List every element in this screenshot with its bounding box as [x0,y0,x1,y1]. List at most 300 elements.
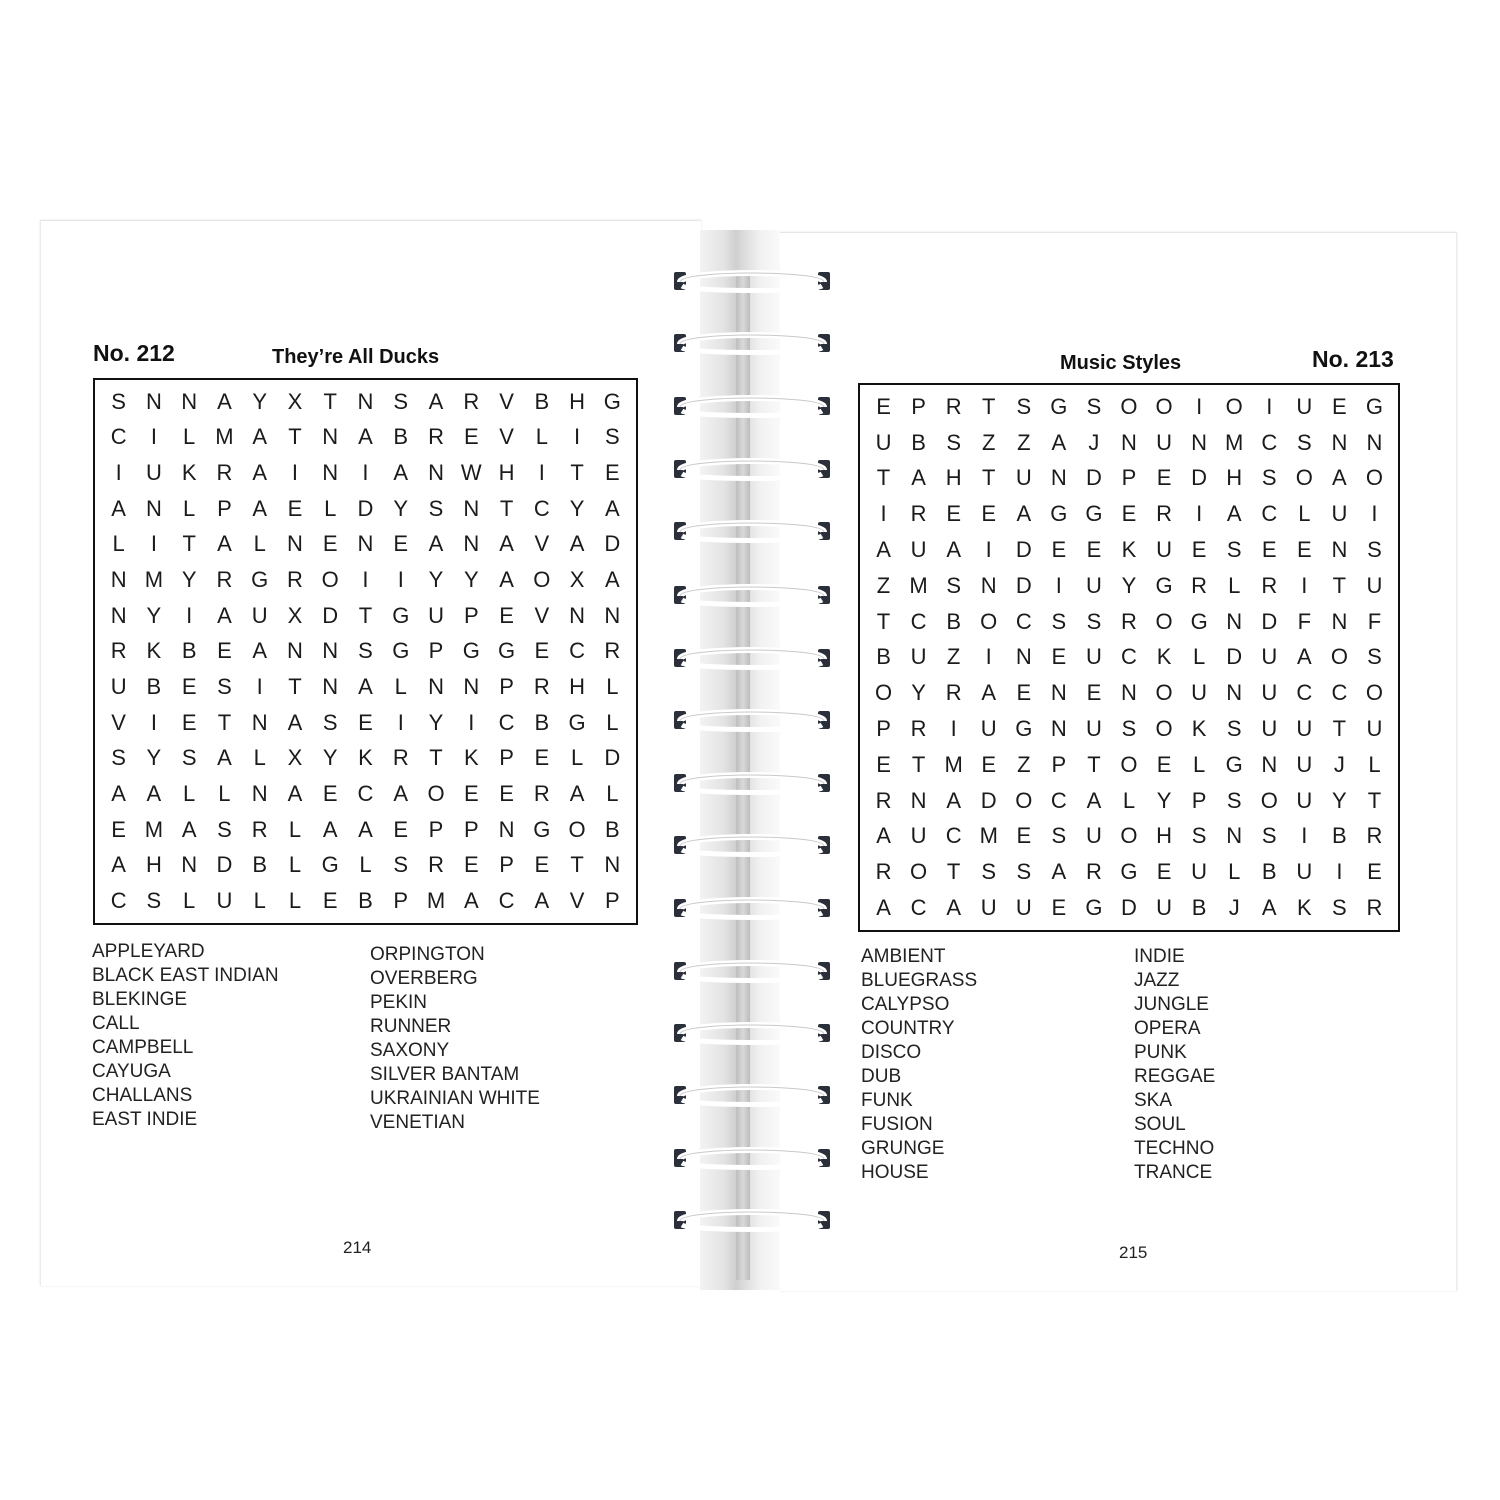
grid-letter: R [287,567,303,593]
grid-letter: N [287,531,303,557]
word-list-item: PEKIN [370,992,428,1013]
word-list-item: UKRAINIAN WHITE [370,1088,540,1109]
grid-letter: G [1190,608,1208,634]
grid-letter: S [1367,644,1382,670]
grid-letter: N [1331,537,1348,563]
grid-letter: U [428,602,444,628]
grid-letter: I [397,709,404,735]
grid-letter: S [1226,787,1242,813]
grid-letter: Y [146,745,162,771]
grid-letter: E [322,781,338,807]
grid-letter: R [110,638,127,664]
word-list-item: TRANCE [1134,1162,1213,1183]
grid-letter: N [322,638,339,664]
word-list-item: FUSION [861,1114,933,1135]
grid-letter: E [1086,537,1102,563]
grid-letter: R [428,852,444,878]
grid-letter: S [1016,393,1032,419]
grid-letter: O [1155,680,1173,706]
grid-letter: G [392,602,410,628]
word-list-item: CALYPSO [861,994,950,1015]
grid-letter: L [359,852,372,878]
grid-letter: Y [428,709,444,735]
grid-letter: F [1367,608,1382,634]
grid-letter: T [570,460,584,486]
grid-letter: A [287,709,303,735]
grid-letter: E [499,781,514,807]
word-list-left-col2 [370,943,540,1135]
grid-letter: G [1085,501,1103,527]
grid-letter: D [980,787,997,813]
grid-letter: V [111,709,126,735]
spiral-ring [672,1020,832,1046]
word-list-right-col2 [1134,945,1215,1185]
grid-letter: C [945,823,962,849]
grid-letter: B [146,674,162,700]
word-grid-right [858,383,1400,932]
grid-letter: A [358,674,373,700]
word-list-item: BLACK EAST INDIAN [92,965,279,986]
grid-letter: F [1297,608,1312,634]
word-list-item: OPERA [1134,1018,1201,1039]
grid-letter: Z [1017,429,1031,455]
grid-letter: O [980,608,998,634]
grid-letter: O [1365,680,1384,706]
grid-letter: H [1226,465,1243,491]
grid-letter: M [144,816,164,842]
grid-letter: O [1120,751,1138,777]
grid-letter: H [145,852,162,878]
grid-letter: D [604,531,621,557]
grid-letter: Y [1332,787,1347,813]
grid-letter: N [1331,429,1348,455]
grid-letter: A [322,816,338,842]
grid-letter: U [1156,895,1172,921]
grid-letter: C [910,608,927,634]
grid-letter: L [288,816,302,842]
grid-letter: S [605,424,620,450]
grid-letter: V [569,888,585,914]
grid-letter: N [181,852,198,878]
grid-letter: A [1261,895,1277,921]
grid-letter: S [111,388,126,414]
spiral-ring [672,393,832,419]
spiral-ring [672,268,832,294]
grid-letter: S [946,429,961,455]
grid-letter: L [253,745,266,771]
grid-letter: E [534,745,550,771]
grid-letter: R [463,388,480,414]
grid-letter: U [1156,537,1172,563]
grid-letter: B [358,888,373,914]
grid-letter: C [110,424,127,450]
grid-letter: N [1366,429,1383,455]
grid-letter: O [1260,787,1278,813]
grid-letter: N [1050,465,1067,491]
grid-letter: A [463,888,479,914]
grid-letter: D [1191,465,1208,491]
grid-letter: E [981,501,997,527]
grid-letter: O [568,816,586,842]
grid-letter: A [111,781,126,807]
grid-letter: O [1155,608,1173,634]
word-list-item: EAST INDIE [92,1109,198,1130]
word-list-item: FUNK [861,1090,913,1111]
grid-letter: A [569,531,585,557]
grid-letter: Y [569,495,585,521]
grid-letter: R [428,424,444,450]
grid-letter: G [251,567,269,593]
grid-letter: T [982,393,996,419]
grid-letter: V [534,602,550,628]
grid-letter: X [287,388,303,414]
grid-letter: A [287,781,303,807]
grid-letter: A [252,424,268,450]
grid-letter: I [1196,501,1203,527]
grid-letter: B [1191,895,1207,921]
grid-letter: I [291,460,299,486]
grid-letter: A [217,531,232,557]
word-list-item: SOUL [1134,1114,1186,1135]
grid-letter: N [463,674,480,700]
grid-letter: P [499,674,514,700]
grid-letter: O [1015,787,1033,813]
grid-letter: O [533,567,551,593]
grid-letter: A [111,852,126,878]
grid-letter: L [218,781,231,807]
grid-letter: U [1261,644,1278,670]
grid-letter: O [1365,465,1384,491]
word-list-item: RUNNER [370,1016,452,1037]
grid-letter: K [1191,716,1207,742]
grid-letter: U [910,644,927,670]
grid-letter: B [1261,859,1277,885]
grid-letter: D [1121,895,1137,921]
grid-letter: Z [1017,751,1031,777]
grid-letter: E [1156,465,1172,491]
grid-letter: A [605,495,620,521]
grid-letter: L [183,781,196,807]
grid-letter: P [1191,787,1207,813]
grid-letter: N [251,709,268,735]
grid-letter: I [397,567,404,593]
grid-letter: C [1331,680,1348,706]
grid-letter: N [1226,823,1243,849]
grid-letter: M [426,888,446,914]
grid-letter: I [150,531,157,557]
grid-letter: N [357,388,374,414]
grid-letter: D [357,495,374,521]
grid-letter: L [183,424,196,450]
word-list-item: DISCO [861,1042,922,1063]
grid-letter: S [217,816,232,842]
grid-letter: K [1296,895,1312,921]
grid-letter: L [606,781,619,807]
grid-letter: A [181,816,197,842]
grid-letter: E [1191,537,1207,563]
grid-letter: H [1156,823,1172,849]
grid-letter: P [605,888,620,914]
word-list-item: VENETIAN [370,1112,466,1133]
grid-letter: N [498,816,515,842]
grid-letter: S [1086,608,1102,634]
grid-letter: Y [911,680,926,706]
grid-letter: P [463,602,479,628]
grid-letter: C [110,888,127,914]
grid-letter: R [604,638,621,664]
grid-letter: N [910,787,927,813]
grid-letter: A [393,781,409,807]
grid-letter: S [1086,393,1102,419]
grid-letter: M [909,572,928,598]
grid-letter: L [394,674,407,700]
grid-letter: C [357,781,374,807]
grid-letter: O [874,680,893,706]
grid-letter: I [362,460,369,486]
grid-letter: U [980,895,997,921]
spiral-ring [672,895,832,921]
grid-letter: I [1266,393,1273,419]
grid-letter: K [1156,644,1172,670]
word-list-item: BLUEGRASS [861,970,978,991]
grid-letter: E [981,751,997,777]
grid-letter: K [1121,537,1137,563]
grid-letter: B [534,709,550,735]
grid-letter: B [946,608,961,634]
grid-letter: L [253,888,266,914]
grid-letter: N [322,674,339,700]
grid-letter: D [1226,644,1243,670]
grid-letter: E [393,816,409,842]
word-list-item: CAYUGA [92,1061,171,1082]
grid-letter: L [183,495,196,521]
grid-letter: A [1332,465,1347,491]
grid-letter: A [217,602,232,628]
grid-letter: Z [982,429,996,455]
grid-letter: Y [393,495,409,521]
grid-letter: T [323,388,337,414]
grid-letter: A [1296,644,1312,670]
spiral-ring [672,770,832,796]
grid-letter: N [463,531,480,557]
grid-letter: R [1261,572,1278,598]
grid-letter: L [183,888,196,914]
grid-letter: A [1226,501,1242,527]
grid-letter: V [499,424,514,450]
grid-letter: U [1085,644,1102,670]
grid-letter: A [911,465,926,491]
grid-letter: N [428,674,444,700]
grid-letter: U [1366,572,1383,598]
grid-letter: J [1228,895,1240,921]
grid-letter: A [946,787,961,813]
grid-letter: R [945,393,962,419]
grid-letter: N [569,602,586,628]
grid-letter: N [1015,644,1032,670]
word-list-item: HOUSE [861,1162,929,1183]
grid-letter: E [534,638,550,664]
grid-letter: U [1015,465,1032,491]
grid-letter: M [215,424,234,450]
grid-letter: T [358,602,373,628]
grid-letter: E [1261,537,1277,563]
grid-letter: S [1191,823,1207,849]
grid-letter: S [981,859,997,885]
grid-letter: C [1050,787,1067,813]
grid-letter: I [985,537,992,563]
word-list-item: APPLEYARD [92,941,205,962]
spiral-ring [672,832,832,858]
grid-letter: G [533,816,551,842]
grid-letter: E [876,751,891,777]
grid-letter: I [574,424,581,450]
grid-letter: E [534,852,550,878]
grid-letter: V [534,531,550,557]
grid-letter: L [288,852,302,878]
grid-letter: U [1296,787,1313,813]
grid-letter: O [427,781,445,807]
grid-letter: C [1121,644,1137,670]
grid-letter: O [1330,644,1348,670]
grid-letter: U [1085,716,1102,742]
grid-letter: G [1050,393,1068,419]
grid-letter: P [911,393,926,419]
grid-letter: T [876,465,891,491]
grid-letter: S [1261,465,1277,491]
grid-letter: I [1301,572,1308,598]
grid-letter: Y [181,567,197,593]
grid-letter: M [979,823,998,849]
grid-letter: I [1371,501,1378,527]
grid-letter: S [428,495,444,521]
grid-letter: S [1226,716,1242,742]
grid-letter: E [876,393,891,419]
grid-letter: E [1051,895,1067,921]
grid-letter: E [322,531,338,557]
grid-letter: N [1261,751,1278,777]
word-list-item: PUNK [1134,1042,1187,1063]
grid-letter: A [358,424,373,450]
grid-letter: N [110,602,127,628]
grid-letter: P [428,638,444,664]
grid-letter: Z [876,572,891,598]
grid-letter: S [217,674,232,700]
grid-letter: M [1225,429,1244,455]
grid-letter: N [322,424,339,450]
grid-letter: N [1191,429,1208,455]
grid-letter: G [497,638,516,664]
grid-letter: T [911,751,926,777]
grid-letter: I [1196,393,1203,419]
grid-letter: T [288,674,302,700]
grid-letter: N [980,572,997,598]
grid-letter: U [1085,823,1102,849]
grid-letter: A [428,531,444,557]
grid-letter: U [910,823,927,849]
grid-letter: E [1051,537,1067,563]
grid-letter: H [945,465,962,491]
grid-letter: P [1051,751,1067,777]
grid-letter: E [1016,823,1032,849]
grid-letter: U [1331,501,1348,527]
grid-letter: R [875,859,892,885]
puzzle-number-left: No. 212 [93,340,175,366]
grid-letter: A [1016,501,1032,527]
word-list-item: JAZZ [1134,970,1180,991]
grid-letter: R [533,674,550,700]
grid-letter: X [287,602,303,628]
grid-letter: N [1121,680,1137,706]
grid-letter: I [150,709,157,735]
grid-letter: R [1191,572,1208,598]
grid-letter: Y [463,567,479,593]
grid-letter: T [429,745,443,771]
grid-letter: N [145,495,162,521]
grid-letter: A [876,895,891,921]
grid-letter: N [1331,608,1348,634]
word-list-item: CHALLANS [92,1085,193,1106]
grid-letter: E [1121,501,1137,527]
grid-letter: L [1368,751,1381,777]
grid-letter: S [1051,608,1067,634]
grid-letter: O [1155,716,1173,742]
grid-letter: P [1121,465,1137,491]
puzzle-title-right: Music Styles [1060,352,1182,374]
word-list-item: REGGAE [1134,1066,1216,1087]
grid-letter: A [217,388,232,414]
grid-letter: I [538,460,545,486]
grid-letter: P [876,716,891,742]
word-list-item: SILVER BANTAM [370,1064,520,1085]
grid-letter: O [1225,393,1243,419]
grid-letter: E [499,602,514,628]
grid-letter: U [1261,680,1278,706]
grid-letter: U [1085,572,1102,598]
grid-letter: A [217,745,232,771]
grid-letter: D [216,852,233,878]
grid-letter: R [1366,895,1383,921]
grid-letter: T [1332,572,1347,598]
spiral-ring [672,645,832,671]
grid-letter: S [946,572,961,598]
spiral-ring [672,1082,832,1108]
grid-letter: E [1332,393,1347,419]
grid-letter: R [875,787,892,813]
grid-letter: N [357,531,374,557]
grid-letter: O [321,567,339,593]
grid-letter: V [499,388,514,414]
grid-letter: G [1015,716,1033,742]
grid-letter: Y [1121,572,1137,598]
grid-letter: C [1261,429,1278,455]
word-grid-left [93,378,638,925]
grid-letter: B [911,429,926,455]
grid-letter: R [251,816,268,842]
grid-letter: P [217,495,232,521]
grid-letter: A [428,388,444,414]
grid-letter: L [1228,859,1241,885]
grid-letter: G [603,388,621,414]
grid-letter: D [1015,537,1032,563]
grid-letter: I [1055,572,1062,598]
grid-letter: A [252,638,268,664]
grid-letter: N [428,460,444,486]
grid-letter: G [392,638,410,664]
grid-letter: S [1261,823,1277,849]
grid-letter: A [252,460,268,486]
puzzle-title-left: They’re All Ducks [272,346,440,368]
grid-letter: S [1051,823,1067,849]
